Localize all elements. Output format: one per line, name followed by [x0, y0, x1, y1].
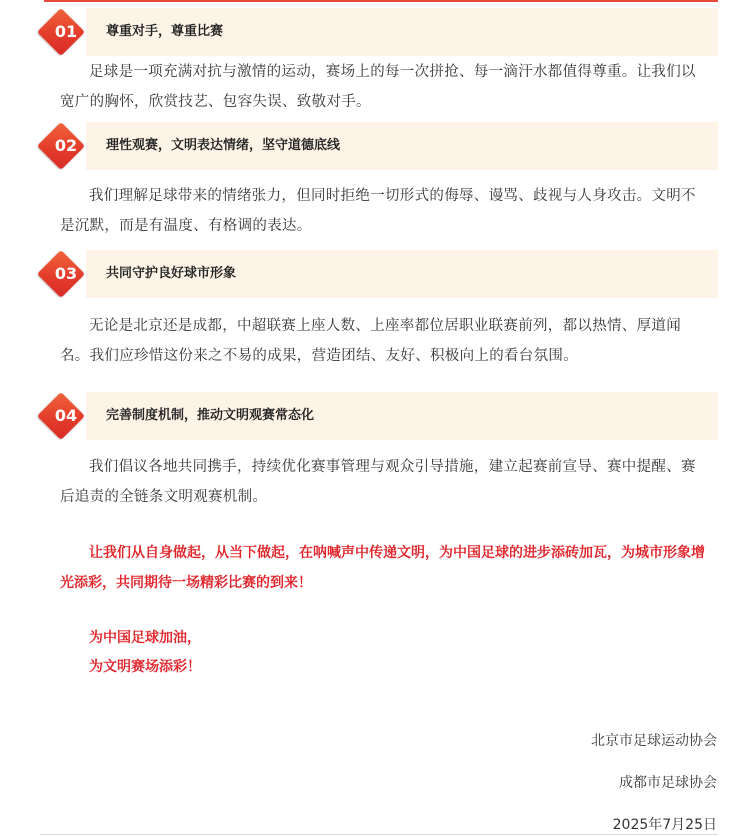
section-number: 01	[54, 22, 78, 41]
section-title: 共同守护良好球市形象	[106, 266, 237, 281]
signature-date: 2025年7月25日	[612, 817, 717, 833]
top-divider	[44, 0, 718, 2]
section-header-02	[40, 122, 718, 170]
section-paragraph-04: 我们倡议各地共同携手，持续优化赛事管理与观众引导措施，建立起赛前宣导、赛中提醒、赛后追责的全链条文明观赛机制。	[60, 459, 696, 505]
section-header-03	[40, 250, 718, 298]
cheer-line-2: 为文明赛场添彩！	[89, 659, 201, 675]
section-title: 完善制度机制，推动文明观赛常态化	[106, 408, 315, 423]
call-to-action: 让我们从自身做起，从当下做起，在呐喊声中传递文明，为中国足球的进步添砖加瓦，为城市形象增光添彩，共同期待一场精彩比赛的到来！	[60, 545, 705, 591]
section-number: 04	[54, 406, 78, 425]
section-paragraph-01: 足球是一项充满对抗与激情的运动，赛场上的每一次拼抢、每一滴汗水都值得尊重。让我们以宽广的胸怀，欣赏技艺、包容失误、致敬对手。	[60, 64, 696, 110]
section-paragraph-03: 无论是北京还是成都，中超联赛上座人数、上座率都位居职业联赛前列，都以热情、厚道闻名。我们应珍惜这份来之不易的成果，营造团结、友好、积极向上的看台氛围。	[60, 318, 681, 364]
section-header-04	[40, 392, 718, 440]
section-title: 尊重对手，尊重比赛	[106, 24, 224, 39]
cheer-line-1: 为中国足球加油，	[89, 630, 201, 646]
section-number: 02	[54, 136, 78, 155]
section-title: 理性观赛，文明表达情绪，坚守道德底线	[106, 138, 341, 153]
signature-org-1: 北京市足球运动协会	[591, 733, 717, 749]
section-header-01	[40, 8, 718, 56]
section-number: 03	[54, 264, 78, 283]
bottom-divider	[40, 834, 718, 835]
signature-org-2: 成都市足球协会	[619, 775, 717, 791]
section-paragraph-02: 我们理解足球带来的情绪张力，但同时拒绝一切形式的侮辱、谩骂、歧视与人身攻击。文明不是沉默，而是有温度、有格调的表达。	[60, 188, 696, 234]
